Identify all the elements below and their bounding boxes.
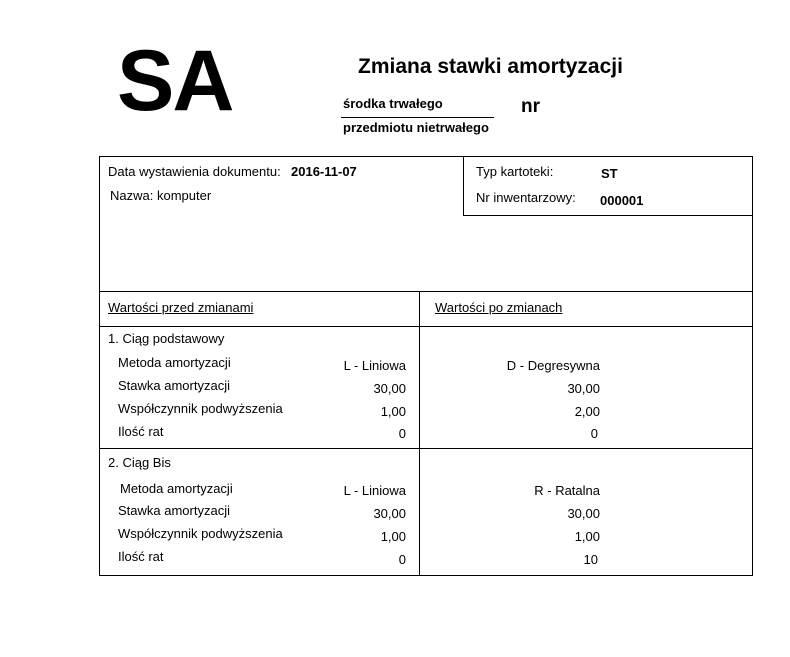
column-header-after: Wartości po zmianach xyxy=(435,300,563,315)
inventory-number-label: Nr inwentarzowy: xyxy=(476,190,576,205)
row-label: Ilość rat xyxy=(118,424,164,439)
info-box-left-border xyxy=(463,156,464,216)
card-type-value: ST xyxy=(601,166,618,181)
value-after: 30,00 xyxy=(567,381,600,396)
value-before: 1,00 xyxy=(380,529,406,544)
row-label: Ilość rat xyxy=(118,549,164,564)
value-after: R - Ratalna xyxy=(534,483,600,498)
asset-name: Nazwa: komputer xyxy=(110,188,212,203)
value-before: L - Liniowa xyxy=(343,358,406,373)
date-label: Data wystawienia dokumentu: xyxy=(108,164,281,179)
section-title-bis: 2. Ciąg Bis xyxy=(108,455,171,470)
info-box-bottom-border xyxy=(463,215,752,216)
row-label: Współczynnik podwyższenia xyxy=(118,526,283,541)
subtitle-nondurable-item: przedmiotu nietrwałego xyxy=(343,120,489,135)
value-before: 0 xyxy=(398,426,406,441)
document-code: SA xyxy=(117,33,233,129)
section-title-basic: 1. Ciąg podstawowy xyxy=(108,331,225,346)
value-before: 0 xyxy=(398,552,406,567)
document-title: Zmiana stawki amortyzacji xyxy=(358,55,623,78)
value-after: 1,00 xyxy=(574,529,600,544)
value-after: 30,00 xyxy=(567,506,600,521)
value-after: D - Degresywna xyxy=(506,358,600,373)
row-label: Metoda amortyzacji xyxy=(120,481,233,496)
column-divider xyxy=(419,291,420,575)
inventory-number-value: 000001 xyxy=(600,193,644,208)
row-label: Metoda amortyzacji xyxy=(118,355,231,370)
row-label: Współczynnik podwyższenia xyxy=(118,401,283,416)
value-before: L - Liniowa xyxy=(343,483,406,498)
value-after: 0 xyxy=(590,426,598,441)
subtitle-divider xyxy=(341,117,494,118)
columns-header-top-border xyxy=(99,291,752,292)
columns-header-bottom-border xyxy=(99,326,752,327)
value-after: 10 xyxy=(583,552,598,567)
section-divider xyxy=(99,448,752,449)
card-type-label: Typ kartoteki: xyxy=(476,164,554,179)
number-label: nr xyxy=(521,96,540,117)
subtitle-fixed-asset: środka trwałego xyxy=(343,96,443,111)
value-before: 30,00 xyxy=(373,506,406,521)
date-value: 2016-11-07 xyxy=(291,164,357,179)
value-before: 1,00 xyxy=(380,404,406,419)
row-label: Stawka amortyzacji xyxy=(118,503,230,518)
value-after: 2,00 xyxy=(574,404,600,419)
value-before: 30,00 xyxy=(373,381,406,396)
column-header-before: Wartości przed zmianami xyxy=(108,300,254,315)
row-label: Stawka amortyzacji xyxy=(118,378,230,393)
